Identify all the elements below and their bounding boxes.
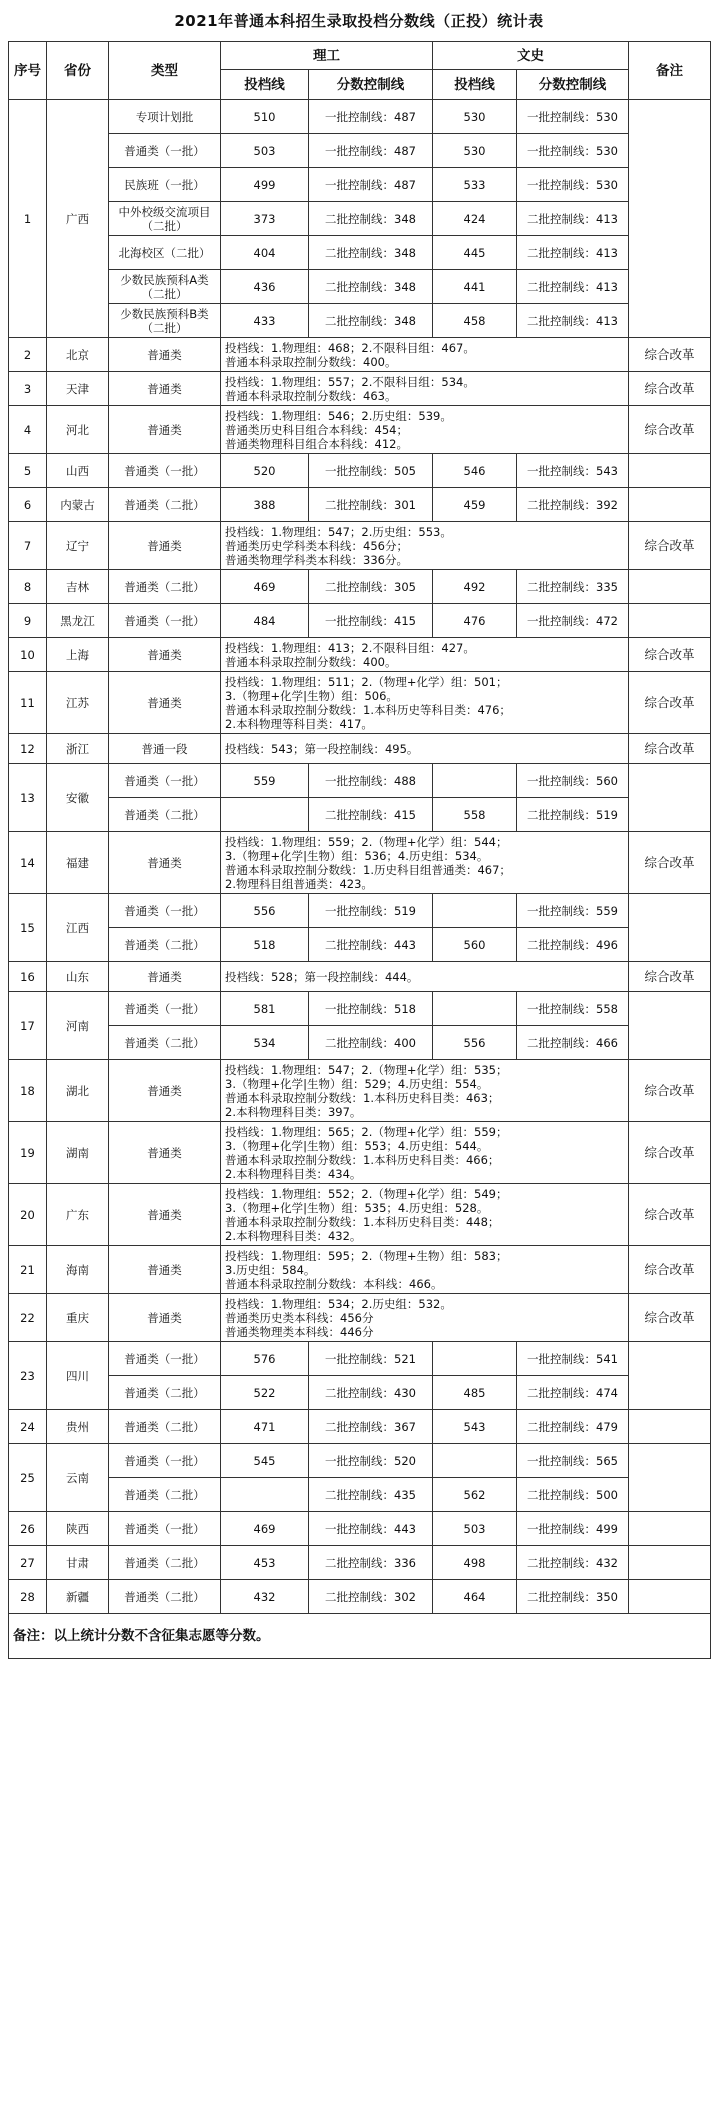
header-arts-tdx: 投档线 (433, 70, 517, 100)
cell-arts-tdx: 458 (433, 304, 517, 338)
cell-memo: 投档线：543；第一段控制线：495。 (221, 734, 629, 764)
cell-type: 少数民族预科B类（二批） (109, 304, 221, 338)
cell-arts-tdx: 459 (433, 488, 517, 522)
cell-arts-tdx (433, 894, 517, 928)
cell-arts-control: 二批控制线：413 (517, 304, 629, 338)
cell-seq: 18 (9, 1060, 47, 1122)
cell-note: 综合改革 (629, 1060, 711, 1122)
cell-science-tdx: 518 (221, 928, 309, 962)
header-note: 备注 (629, 42, 711, 100)
cell-note (629, 1410, 711, 1444)
cell-note: 综合改革 (629, 962, 711, 992)
cell-note: 综合改革 (629, 1294, 711, 1342)
cell-arts-control: 二批控制线：392 (517, 488, 629, 522)
cell-note: 综合改革 (629, 672, 711, 734)
cell-science-tdx: 520 (221, 454, 309, 488)
cell-science-tdx: 453 (221, 1546, 309, 1580)
cell-science-tdx: 503 (221, 134, 309, 168)
cell-arts-tdx: 498 (433, 1546, 517, 1580)
table-row (9, 304, 711, 338)
cell-arts-control: 一批控制线：530 (517, 100, 629, 134)
cell-memo: 投档线：1.物理组：468；2.不限科目组：467。 普通本科录取控制分数线：400。 (221, 338, 629, 372)
cell-province: 北京 (47, 338, 109, 372)
cell-science-control: 一批控制线：487 (309, 168, 433, 202)
header-arts-fskz: 分数控制线 (517, 70, 629, 100)
cell-arts-control: 二批控制线：500 (517, 1478, 629, 1512)
cell-arts-control: 一批控制线：530 (517, 134, 629, 168)
cell-seq: 27 (9, 1546, 47, 1580)
cell-science-control: 一批控制线：520 (309, 1444, 433, 1478)
cell-type: 普通类 (109, 832, 221, 894)
cell-province: 山西 (47, 454, 109, 488)
cell-memo: 投档线：1.物理组：595；2.（物理+生物）组：583； 3.历史组：584。 普通本科录取控制分数线：本科线：466。 (221, 1246, 629, 1294)
table-row (9, 764, 711, 798)
cell-memo: 投档线：528；第一段控制线：444。 (221, 962, 629, 992)
cell-type: 普通类（二批） (109, 1410, 221, 1444)
cell-science-tdx: 469 (221, 570, 309, 604)
header-seq: 序号 (9, 42, 47, 100)
cell-province: 内蒙古 (47, 488, 109, 522)
cell-type: 普通类（一批） (109, 992, 221, 1026)
cell-note (629, 454, 711, 488)
table-row (9, 372, 711, 406)
cell-note (629, 604, 711, 638)
cell-arts-tdx: 441 (433, 270, 517, 304)
cell-province: 河北 (47, 406, 109, 454)
cell-note (629, 992, 711, 1060)
cell-province: 黑龙江 (47, 604, 109, 638)
cell-seq: 19 (9, 1122, 47, 1184)
table-row (9, 1246, 711, 1294)
cell-science-control: 二批控制线：302 (309, 1580, 433, 1614)
cell-memo: 投档线：1.物理组：547；2.历史组：553。 普通类历史学科类本科线：456分； 普通类物理学科类本科线：336分。 (221, 522, 629, 570)
table-row (9, 168, 711, 202)
cell-seq: 8 (9, 570, 47, 604)
table-row (9, 1342, 711, 1376)
cell-note (629, 1444, 711, 1512)
cell-type: 普通类（二批） (109, 798, 221, 832)
cell-note (629, 100, 711, 338)
cell-province: 河南 (47, 992, 109, 1060)
cell-type: 普通类 (109, 338, 221, 372)
cell-arts-tdx: 543 (433, 1410, 517, 1444)
table-row (9, 928, 711, 962)
cell-memo: 投档线：1.物理组：552；2.（物理+化学）组：549； 3.（物理+化学|生物）组：535；4.历史组：528。 普通本科录取控制分数线：1.本科历史科目类：448； 2.本科物理科目类：432。 (221, 1184, 629, 1246)
cell-seq: 9 (9, 604, 47, 638)
cell-seq: 24 (9, 1410, 47, 1444)
cell-science-tdx: 404 (221, 236, 309, 270)
cell-note: 综合改革 (629, 638, 711, 672)
cell-science-tdx: 534 (221, 1026, 309, 1060)
cell-type: 普通类（二批） (109, 1478, 221, 1512)
table-row (9, 1512, 711, 1546)
cell-arts-control: 二批控制线：432 (517, 1546, 629, 1580)
cell-science-control: 二批控制线：443 (309, 928, 433, 962)
score-table (8, 41, 711, 1659)
cell-science-control: 一批控制线：487 (309, 100, 433, 134)
cell-province: 江苏 (47, 672, 109, 734)
cell-note (629, 894, 711, 962)
cell-arts-control: 一批控制线：543 (517, 454, 629, 488)
table-row (9, 962, 711, 992)
table-row (9, 406, 711, 454)
cell-note: 综合改革 (629, 734, 711, 764)
cell-seq: 5 (9, 454, 47, 488)
cell-science-tdx (221, 798, 309, 832)
cell-type: 普通类 (109, 1246, 221, 1294)
cell-science-control: 一批控制线：488 (309, 764, 433, 798)
table-row (9, 992, 711, 1026)
cell-science-tdx: 545 (221, 1444, 309, 1478)
cell-memo: 投档线：1.物理组：511；2.（物理+化学）组：501； 3.（物理+化学|生物）组：506。 普通本科录取控制分数线：1.本科历史等科目类：476； 2.本科物理等科目类：417。 (221, 672, 629, 734)
cell-science-tdx: 432 (221, 1580, 309, 1614)
cell-seq: 25 (9, 1444, 47, 1512)
table-row (9, 236, 711, 270)
table-row (9, 100, 711, 134)
cell-province: 贵州 (47, 1410, 109, 1444)
header-type: 类型 (109, 42, 221, 100)
cell-note (629, 488, 711, 522)
cell-seq: 7 (9, 522, 47, 570)
cell-type: 普通类（一批） (109, 1512, 221, 1546)
cell-province: 福建 (47, 832, 109, 894)
cell-type: 中外校级交流项目（二批） (109, 202, 221, 236)
cell-science-tdx: 522 (221, 1376, 309, 1410)
cell-note: 综合改革 (629, 406, 711, 454)
table-row (9, 1026, 711, 1060)
cell-science-tdx: 471 (221, 1410, 309, 1444)
cell-arts-control: 二批控制线：350 (517, 1580, 629, 1614)
table-row (9, 1122, 711, 1184)
cell-memo: 投档线：1.物理组：546；2.历史组：539。 普通类历史科目组合本科线：454； 普通类物理科目组合本科线：412。 (221, 406, 629, 454)
page-title: 2021年普通本科招生录取投档分数线（正投）统计表 (174, 12, 544, 30)
cell-province: 浙江 (47, 734, 109, 764)
cell-province: 上海 (47, 638, 109, 672)
cell-type: 普通类（二批） (109, 488, 221, 522)
cell-arts-control: 一批控制线：558 (517, 992, 629, 1026)
cell-type: 北海校区（二批） (109, 236, 221, 270)
cell-type: 普通类（一批） (109, 764, 221, 798)
cell-science-tdx: 388 (221, 488, 309, 522)
cell-memo: 投档线：1.物理组：547；2.（物理+化学）组：535； 3.（物理+化学|生物）组：529；4.历史组：554。 普通本科录取控制分数线：1.本科历史科目类：463； 2.本科物理科目类：397。 (221, 1060, 629, 1122)
cell-science-control: 二批控制线：301 (309, 488, 433, 522)
table-row (9, 832, 711, 894)
cell-science-control: 二批控制线：348 (309, 304, 433, 338)
cell-science-control: 一批控制线：519 (309, 894, 433, 928)
cell-note (629, 1342, 711, 1410)
cell-science-tdx: 581 (221, 992, 309, 1026)
cell-arts-tdx: 476 (433, 604, 517, 638)
cell-arts-control: 二批控制线：479 (517, 1410, 629, 1444)
cell-seq: 15 (9, 894, 47, 962)
cell-seq: 20 (9, 1184, 47, 1246)
cell-science-control: 一批控制线：443 (309, 1512, 433, 1546)
cell-province: 云南 (47, 1444, 109, 1512)
cell-arts-control: 二批控制线：474 (517, 1376, 629, 1410)
cell-arts-tdx: 558 (433, 798, 517, 832)
cell-province: 重庆 (47, 1294, 109, 1342)
cell-arts-tdx: 485 (433, 1376, 517, 1410)
cell-type: 普通类 (109, 522, 221, 570)
cell-arts-control: 一批控制线：560 (517, 764, 629, 798)
table-row (9, 1478, 711, 1512)
cell-seq: 11 (9, 672, 47, 734)
cell-science-control: 二批控制线：336 (309, 1546, 433, 1580)
table-row (9, 270, 711, 304)
cell-type: 普通类 (109, 406, 221, 454)
cell-province: 湖北 (47, 1060, 109, 1122)
cell-arts-control: 二批控制线：496 (517, 928, 629, 962)
cell-science-control: 二批控制线：367 (309, 1410, 433, 1444)
cell-science-control: 二批控制线：348 (309, 236, 433, 270)
cell-seq: 2 (9, 338, 47, 372)
cell-note (629, 1512, 711, 1546)
cell-note (629, 1580, 711, 1614)
cell-province: 安徽 (47, 764, 109, 832)
cell-seq: 23 (9, 1342, 47, 1410)
cell-seq: 14 (9, 832, 47, 894)
cell-arts-tdx (433, 1444, 517, 1478)
cell-seq: 21 (9, 1246, 47, 1294)
cell-science-control: 一批控制线：415 (309, 604, 433, 638)
cell-science-tdx: 559 (221, 764, 309, 798)
cell-note: 综合改革 (629, 522, 711, 570)
cell-seq: 4 (9, 406, 47, 454)
cell-province: 新疆 (47, 1580, 109, 1614)
cell-science-control: 二批控制线：415 (309, 798, 433, 832)
cell-arts-tdx (433, 992, 517, 1026)
cell-province: 海南 (47, 1246, 109, 1294)
cell-seq: 3 (9, 372, 47, 406)
cell-science-tdx: 576 (221, 1342, 309, 1376)
cell-arts-control: 二批控制线：413 (517, 202, 629, 236)
cell-arts-control: 一批控制线：541 (517, 1342, 629, 1376)
cell-arts-tdx: 530 (433, 100, 517, 134)
cell-type: 普通类（一批） (109, 604, 221, 638)
cell-seq: 1 (9, 100, 47, 338)
cell-arts-tdx: 492 (433, 570, 517, 604)
cell-province: 江西 (47, 894, 109, 962)
cell-type: 普通类（一批） (109, 134, 221, 168)
table-row (9, 202, 711, 236)
cell-memo: 投档线：1.物理组：559；2.（物理+化学）组：544； 3.（物理+化学|生物）组：536；4.历史组：534。 普通本科录取控制分数线：1.历史科目组普通类：467； 2.物理科目组普通类：423。 (221, 832, 629, 894)
cell-type: 普通类（二批） (109, 570, 221, 604)
cell-science-tdx: 484 (221, 604, 309, 638)
cell-arts-tdx (433, 1342, 517, 1376)
cell-arts-tdx (433, 764, 517, 798)
cell-science-tdx: 436 (221, 270, 309, 304)
table-row (9, 134, 711, 168)
cell-province: 山东 (47, 962, 109, 992)
cell-note: 综合改革 (629, 832, 711, 894)
cell-type: 普通类 (109, 1060, 221, 1122)
table-row (9, 894, 711, 928)
cell-arts-control: 二批控制线：466 (517, 1026, 629, 1060)
cell-seq: 6 (9, 488, 47, 522)
cell-arts-control: 二批控制线：413 (517, 236, 629, 270)
cell-science-tdx: 556 (221, 894, 309, 928)
cell-arts-control: 一批控制线：499 (517, 1512, 629, 1546)
cell-science-control: 二批控制线：348 (309, 202, 433, 236)
table-body (9, 100, 711, 1614)
cell-memo: 投档线：1.物理组：413；2.不限科目组：427。 普通本科录取控制分数线：400。 (221, 638, 629, 672)
cell-note: 综合改革 (629, 372, 711, 406)
header-science: 理工 (221, 42, 433, 70)
cell-arts-tdx: 445 (433, 236, 517, 270)
cell-science-control: 二批控制线：435 (309, 1478, 433, 1512)
cell-arts-control: 一批控制线：472 (517, 604, 629, 638)
cell-type: 普通类（二批） (109, 1546, 221, 1580)
table-row (9, 1410, 711, 1444)
cell-type: 普通类（一批） (109, 454, 221, 488)
cell-arts-tdx: 546 (433, 454, 517, 488)
cell-science-control: 二批控制线：400 (309, 1026, 433, 1060)
cell-memo: 投档线：1.物理组：565；2.（物理+化学）组：559； 3.（物理+化学|生物）组：553；4.历史组：544。 普通本科录取控制分数线：1.本科历史科目类：466； 2.本科物理科目类：434。 (221, 1122, 629, 1184)
cell-seq: 12 (9, 734, 47, 764)
cell-province: 辽宁 (47, 522, 109, 570)
cell-arts-tdx: 533 (433, 168, 517, 202)
cell-seq: 13 (9, 764, 47, 832)
cell-arts-control: 二批控制线：335 (517, 570, 629, 604)
cell-science-tdx: 433 (221, 304, 309, 338)
cell-science-control: 一批控制线：521 (309, 1342, 433, 1376)
cell-province: 湖南 (47, 1122, 109, 1184)
cell-arts-tdx: 503 (433, 1512, 517, 1546)
cell-science-control: 一批控制线：505 (309, 454, 433, 488)
cell-science-tdx: 510 (221, 100, 309, 134)
cell-province: 广东 (47, 1184, 109, 1246)
cell-arts-tdx: 530 (433, 134, 517, 168)
table-row (9, 734, 711, 764)
cell-note: 综合改革 (629, 1184, 711, 1246)
cell-science-tdx: 469 (221, 1512, 309, 1546)
table-row (9, 488, 711, 522)
table-row (9, 1580, 711, 1614)
cell-province: 天津 (47, 372, 109, 406)
cell-memo: 投档线：1.物理组：534；2.历史组：532。 普通类历史类本科线：456分 普通类物理类本科线：446分 (221, 1294, 629, 1342)
header-province: 省份 (47, 42, 109, 100)
cell-type: 普通一段 (109, 734, 221, 764)
cell-type: 普通类 (109, 1122, 221, 1184)
cell-memo: 投档线：1.物理组：557；2.不限科目组：534。 普通本科录取控制分数线：463。 (221, 372, 629, 406)
cell-science-tdx (221, 1478, 309, 1512)
cell-arts-tdx: 464 (433, 1580, 517, 1614)
table-row (9, 454, 711, 488)
cell-province: 广西 (47, 100, 109, 338)
cell-arts-control: 二批控制线：413 (517, 270, 629, 304)
cell-type: 普通类（一批） (109, 1444, 221, 1478)
cell-science-control: 二批控制线：305 (309, 570, 433, 604)
cell-note: 综合改革 (629, 1246, 711, 1294)
cell-type: 普通类（一批） (109, 894, 221, 928)
header-arts: 文史 (433, 42, 629, 70)
cell-type: 普通类 (109, 1184, 221, 1246)
cell-type: 少数民族预科A类（二批） (109, 270, 221, 304)
footer-note: 备注：以上统计分数不含征集志愿等分数。 (9, 1614, 711, 1659)
table-row (9, 1294, 711, 1342)
cell-note: 综合改革 (629, 338, 711, 372)
table-row (9, 1184, 711, 1246)
cell-seq: 28 (9, 1580, 47, 1614)
cell-seq: 22 (9, 1294, 47, 1342)
table-row (9, 638, 711, 672)
cell-arts-tdx: 562 (433, 1478, 517, 1512)
cell-type: 普通类 (109, 638, 221, 672)
cell-type: 民族班（一批） (109, 168, 221, 202)
cell-type: 普通类（二批） (109, 1026, 221, 1060)
cell-science-control: 二批控制线：348 (309, 270, 433, 304)
table-row (9, 570, 711, 604)
cell-science-tdx: 373 (221, 202, 309, 236)
table-row (9, 604, 711, 638)
cell-note (629, 764, 711, 832)
cell-science-control: 一批控制线：487 (309, 134, 433, 168)
table-row (9, 798, 711, 832)
cell-arts-control: 二批控制线：519 (517, 798, 629, 832)
table-row (9, 1444, 711, 1478)
cell-seq: 26 (9, 1512, 47, 1546)
cell-type: 普通类 (109, 672, 221, 734)
cell-province: 吉林 (47, 570, 109, 604)
cell-arts-tdx: 556 (433, 1026, 517, 1060)
cell-science-control: 一批控制线：518 (309, 992, 433, 1026)
cell-type: 普通类（二批） (109, 1580, 221, 1614)
cell-science-control: 二批控制线：430 (309, 1376, 433, 1410)
cell-type: 普通类 (109, 1294, 221, 1342)
cell-seq: 16 (9, 962, 47, 992)
cell-arts-control: 一批控制线：559 (517, 894, 629, 928)
cell-province: 四川 (47, 1342, 109, 1410)
cell-seq: 17 (9, 992, 47, 1060)
table-row (9, 672, 711, 734)
cell-type: 普通类（二批） (109, 928, 221, 962)
cell-science-tdx: 499 (221, 168, 309, 202)
cell-type: 普通类（二批） (109, 1376, 221, 1410)
cell-arts-tdx: 560 (433, 928, 517, 962)
header-science-tdx: 投档线 (221, 70, 309, 100)
cell-province: 陕西 (47, 1512, 109, 1546)
table-row (9, 522, 711, 570)
table-row (9, 1546, 711, 1580)
cell-type: 普通类（一批） (109, 1342, 221, 1376)
cell-note: 综合改革 (629, 1122, 711, 1184)
cell-type: 普通类 (109, 372, 221, 406)
table-row (9, 1376, 711, 1410)
cell-type: 普通类 (109, 962, 221, 992)
table-row (9, 1060, 711, 1122)
table-row (9, 338, 711, 372)
cell-arts-control: 一批控制线：530 (517, 168, 629, 202)
cell-arts-control: 一批控制线：565 (517, 1444, 629, 1478)
cell-note (629, 1546, 711, 1580)
cell-type: 专项计划批 (109, 100, 221, 134)
cell-arts-tdx: 424 (433, 202, 517, 236)
cell-province: 甘肃 (47, 1546, 109, 1580)
cell-note (629, 570, 711, 604)
cell-seq: 10 (9, 638, 47, 672)
header-science-fskz: 分数控制线 (309, 70, 433, 100)
